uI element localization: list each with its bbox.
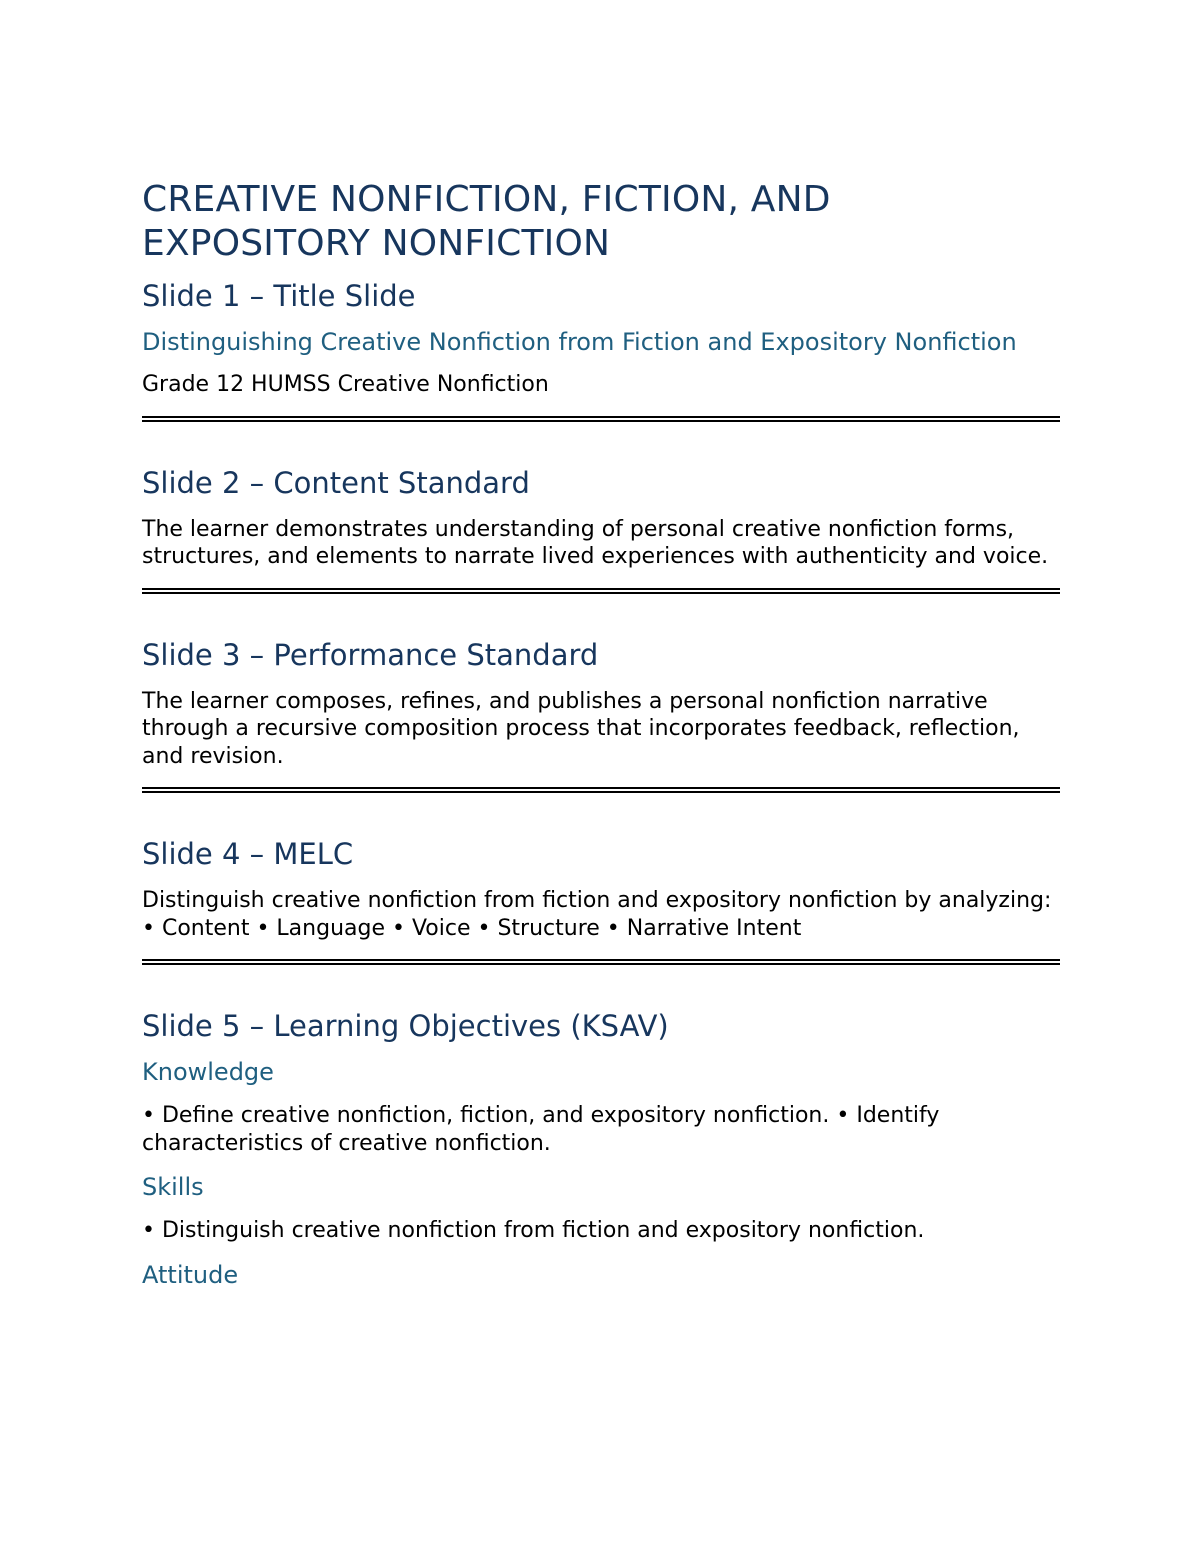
document-title: CREATIVE NONFICTION, FICTION, AND EXPOSITORY NONFICTION (142, 179, 831, 264)
slide-4-text: Distinguish creative nonfiction from fiction and expository nonfiction by analyzing: • Content • Language • Voice • Structure • Narrative Intent (142, 888, 1052, 941)
slide-1-subtitle: Distinguishing Creative Nonfiction from Fiction and Expository Nonfiction (142, 328, 1017, 356)
slide-4-heading: Slide 4 – MELC (142, 837, 354, 871)
slide-2-heading: Slide 2 – Content Standard (142, 465, 530, 500)
knowledge-text: • Define creative nonfiction, fiction, and expository nonfiction. • Identify characteristics of creative nonfiction. (142, 1103, 940, 1156)
skills-heading: Skills (142, 1173, 204, 1201)
slide-1-heading: Slide 1 – Title Slide (142, 279, 416, 313)
knowledge-heading: Knowledge (142, 1058, 274, 1086)
section-divider (142, 959, 1060, 965)
slide-1-text: Grade 12 HUMSS Creative Nonfiction (142, 372, 549, 397)
section-divider (142, 787, 1060, 793)
section-divider (142, 416, 1060, 422)
slide-2-text: The learner demonstrates understanding of personal creative nonfiction forms, structures, and elements to narrate lived experiences with authenticity and voice. (142, 516, 1049, 569)
slide-3-heading: Slide 3 – Performance Standard (142, 637, 599, 672)
section-divider (142, 588, 1060, 594)
skills-text: • Distinguish creative nonfiction from fiction and expository nonfiction. (142, 1218, 925, 1243)
slide-5-heading: Slide 5 – Learning Objectives (KSAV) (142, 1009, 669, 1043)
attitude-heading: Attitude (142, 1260, 239, 1289)
document-page (142, 178, 1060, 1291)
slide-3-text: The learner composes, refines, and publishes a personal nonfiction narrative through a recursive composition process that incorporates feedback, reflection, and revision. (142, 688, 1020, 769)
